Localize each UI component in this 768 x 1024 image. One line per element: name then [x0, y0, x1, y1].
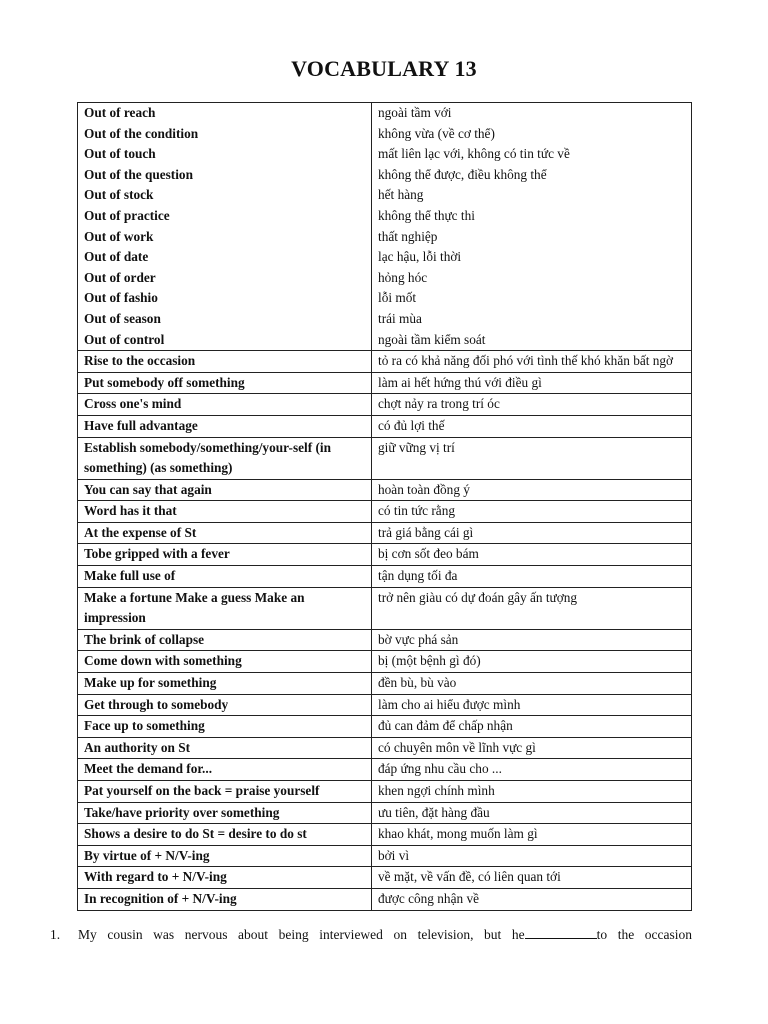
meaning-cell: làm cho ai hiểu được mình: [372, 694, 692, 716]
meaning-cell: làm ai hết hứng thú với điều gì: [372, 372, 692, 394]
term-cell: You can say that again: [78, 479, 372, 501]
meaning-cell: khen ngợi chính mình: [372, 781, 692, 803]
meaning-cell: ưu tiên, đặt hàng đầu: [372, 802, 692, 824]
question-text-before: My cousin was nervous about being interviewed on television, but he: [78, 927, 525, 942]
meaning-text: ngoài tầm với: [378, 105, 452, 120]
term-text: Out of reach: [84, 105, 156, 120]
term-text: Out of practice: [84, 207, 170, 223]
table-row: [78, 522, 692, 544]
out-of-group-row: [78, 103, 692, 351]
meaning-cell: được công nhận về: [372, 888, 692, 910]
term-cell: Meet the demand for...: [78, 759, 372, 781]
meaning-cell: hoàn toàn đồng ý: [372, 479, 692, 501]
term-text: Out of fashio: [84, 290, 158, 306]
question-number: 1.: [50, 927, 61, 942]
table-row: [78, 651, 692, 673]
term-cell: The brink of collapse: [78, 629, 372, 651]
meaning-cell: trả giá bằng cái gì: [372, 522, 692, 544]
meaning-cell: tận dụng tối đa: [372, 566, 692, 588]
table-row: [78, 629, 692, 651]
page-title: VOCABULARY 13: [291, 56, 477, 81]
term-text: Out of work: [84, 228, 154, 244]
table-row: [78, 802, 692, 824]
meaning-cell: bởi vì: [372, 845, 692, 867]
meaning-text: không thể thực thi: [378, 207, 475, 223]
term-cell: Take/have priority over something: [78, 802, 372, 824]
meaning-cell: khao khát, mong muốn làm gì: [372, 824, 692, 846]
term-cell: Shows a desire to do St = desire to do st: [78, 824, 372, 846]
term-text: Out of control: [84, 331, 165, 347]
meaning-text: ngoài tầm kiểm soát: [378, 331, 486, 347]
table-row: [78, 351, 692, 373]
term-cell: Get through to somebody: [78, 694, 372, 716]
meaning-text: không vừa (về cơ thể): [378, 125, 495, 141]
table-row: [78, 544, 692, 566]
exercise-question: [50, 925, 692, 945]
term-text: Out of order: [84, 269, 156, 285]
term-cell: Make a fortune Make a guess Make an impression: [78, 587, 372, 629]
term-cell: Tobe gripped with a fever: [78, 544, 372, 566]
out-of-terms-cell: [78, 103, 372, 351]
meaning-text: không thể được, điều không thể: [378, 166, 547, 182]
meaning-cell: bờ vực phá sản: [372, 629, 692, 651]
meaning-cell: đủ can đảm để chấp nhận: [372, 716, 692, 738]
table-row: [78, 716, 692, 738]
term-cell: By virtue of + N/V-ing: [78, 845, 372, 867]
vocabulary-table: [77, 102, 692, 911]
table-row: [78, 587, 692, 629]
table-row: [78, 566, 692, 588]
term-cell: Make full use of: [78, 566, 372, 588]
meaning-cell: giữ vững vị trí: [372, 437, 692, 479]
term-cell: Make up for something: [78, 673, 372, 695]
term-cell: In recognition of + N/V-ing: [78, 888, 372, 910]
meaning-cell: về mặt, về vấn đề, có liên quan tới: [372, 867, 692, 889]
table-row: [78, 394, 692, 416]
meaning-cell: chợt nảy ra trong trí óc: [372, 394, 692, 416]
table-row: [78, 673, 692, 695]
question-text-after: to the occasion: [596, 927, 692, 942]
term-text: Out of the question: [84, 166, 193, 182]
meaning-cell: có chuyên môn về lĩnh vực gì: [372, 737, 692, 759]
meaning-text: lỗi mốt: [378, 290, 417, 306]
meaning-text: lạc hậu, lỗi thời: [378, 249, 462, 265]
table-row: [78, 888, 692, 910]
term-cell: Come down with something: [78, 651, 372, 673]
table-row: [78, 415, 692, 437]
term-cell: With regard to + N/V-ing: [78, 867, 372, 889]
meaning-text: trái mùa: [378, 310, 422, 326]
meaning-cell: bị cơn sốt đeo bám: [372, 544, 692, 566]
table-row: [78, 824, 692, 846]
table-row: [78, 845, 692, 867]
term-cell: Cross one's mind: [78, 394, 372, 416]
table-row: [78, 737, 692, 759]
term-text: Out of date: [84, 249, 149, 265]
term-cell: Rise to the occasion: [78, 351, 372, 373]
term-text: Out of stock: [84, 187, 154, 203]
table-row: [78, 781, 692, 803]
table-row: [78, 759, 692, 781]
meaning-text: mất liên lạc với, không có tin tức về: [378, 146, 570, 162]
term-text: Out of the condition: [84, 125, 199, 141]
out-of-meanings-cell: [372, 103, 692, 351]
meaning-text: hỏng hóc: [378, 269, 428, 285]
term-text: Out of season: [84, 310, 161, 326]
meaning-cell: đáp ứng nhu cầu cho ...: [372, 759, 692, 781]
meaning-text: thất nghiệp: [378, 228, 438, 244]
meaning-cell: trở nên giàu có dự đoán gây ấn tượng: [372, 587, 692, 629]
term-cell: Face up to something: [78, 716, 372, 738]
meaning-cell: có tin tức rằng: [372, 501, 692, 523]
answer-blank[interactable]: [525, 926, 597, 939]
term-text: Out of touch: [84, 146, 156, 162]
table-row: [78, 694, 692, 716]
meaning-cell: tỏ ra có khả năng đối phó với tình thế khó khăn bất ngờ: [372, 351, 692, 373]
term-cell: Put somebody off something: [78, 372, 372, 394]
table-row: [78, 867, 692, 889]
term-cell: Have full advantage: [78, 415, 372, 437]
table-row: [78, 501, 692, 523]
table-row: [78, 372, 692, 394]
term-cell: An authority on St: [78, 737, 372, 759]
meaning-cell: đền bù, bù vào: [372, 673, 692, 695]
term-cell: Word has it that: [78, 501, 372, 523]
term-cell: At the expense of St: [78, 522, 372, 544]
meaning-text: hết hàng: [378, 187, 424, 203]
term-cell: Establish somebody/something/your-self (in something) (as something): [78, 437, 372, 479]
table-row: [78, 437, 692, 479]
table-row: [78, 479, 692, 501]
term-cell: Pat yourself on the back = praise yourself: [78, 781, 372, 803]
meaning-cell: có đủ lợi thế: [372, 415, 692, 437]
meaning-cell: bị (một bệnh gì đó): [372, 651, 692, 673]
